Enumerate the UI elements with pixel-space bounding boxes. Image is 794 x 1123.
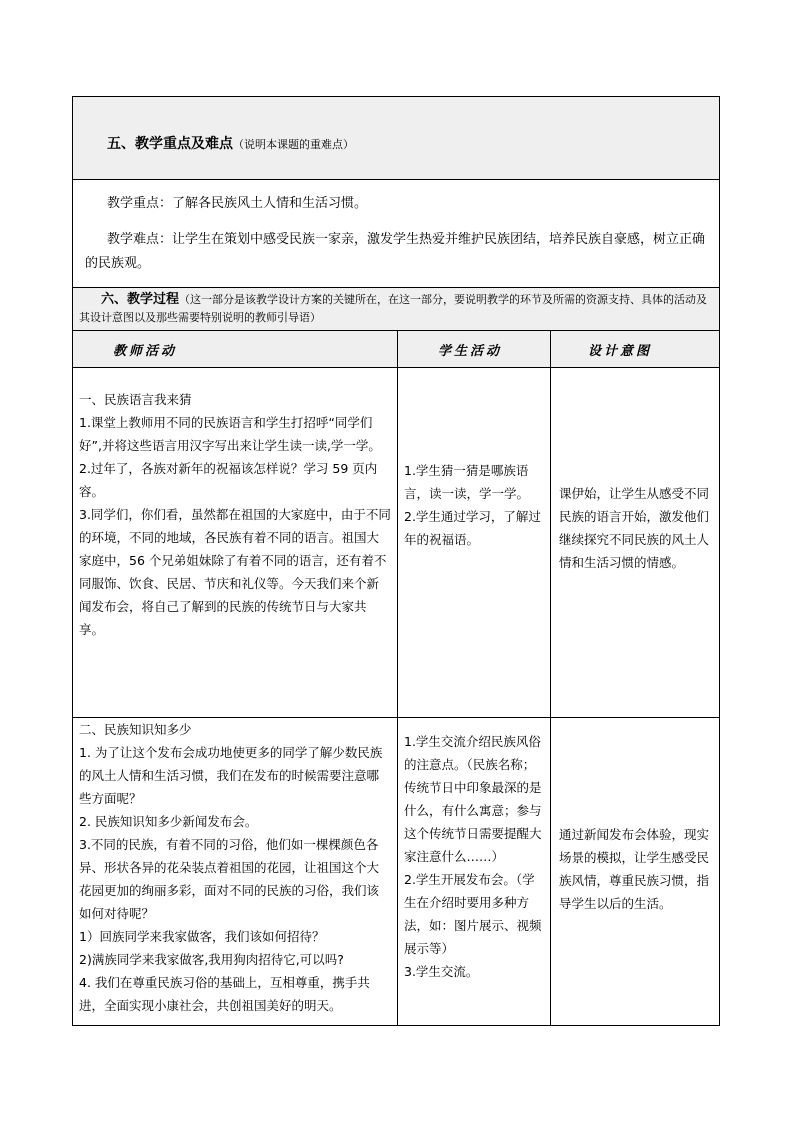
teacher-activity-item: 2)满族同学来我家做客,我用狗肉招待它,可以吗?	[79, 952, 344, 967]
teacher-activity-item: 1.课堂上教师用不同的民族语言和学生打招呼“同学们好”,并将这些语言用汉字写出来让学生读一读,学一学。	[79, 415, 381, 453]
student-activity-cell	[397, 718, 550, 1025]
student-activity-cell	[397, 368, 550, 717]
section-5-title	[107, 133, 354, 153]
student-activity-item: 1.学生猜一猜是哪族语言，读一读，学一学。	[404, 463, 530, 501]
teacher-activity-item: 4. 我们在尊重民族习俗的基础上，互相尊重，携手共进，全面实现小康社会，共创祖国美好的明天。	[79, 975, 370, 1013]
student-activity-item: 1.学生交流介绍民族风俗的注意点。（民族名称；传统节日中印象最深的是什么，有什么寓意；参与这个传统节日需要提醒大家注意什么……）	[404, 734, 542, 864]
student-activity-item: 3.学生交流。	[404, 964, 479, 979]
section-5-title-text: 五、教学重点及难点	[107, 136, 233, 152]
design-intent-cell	[550, 368, 720, 717]
header-design-intent: 设计意图	[588, 344, 653, 359]
teacher-activity-heading: 二、民族知识知多少	[79, 722, 192, 737]
student-activity-item: 2.学生通过学习，了解过年的祝福语。	[404, 509, 541, 547]
lesson-plan-table	[72, 96, 720, 1026]
section-6-title: 六、教学过程	[101, 292, 180, 307]
teacher-activity-cell	[73, 368, 397, 717]
teacher-activity-item: 1. 为了让这个发布会成功地使更多的同学了解少数民族的风土人情和生活习惯，我们在发布的时候需要注意哪些方面呢？	[79, 745, 383, 806]
teaching-difficulty: 教学难点：让学生在策划中感受民族一家亲，激发学生热爱并维护民族团结，培养民族自豪感，树立正确的民族观。	[85, 232, 706, 271]
teacher-activity-heading: 一、民族语言我来猜	[79, 392, 192, 407]
key-points-section	[72, 179, 720, 287]
teacher-activity-item: 2.过年了，各族对新年的祝福该怎样说？学习 59 页内容。	[79, 461, 378, 499]
teacher-activity-item: 2. 民族知识知多少新闻发布会。	[79, 814, 258, 829]
table-header-row	[72, 330, 720, 367]
table-row	[72, 367, 720, 717]
design-intent-cell	[550, 718, 720, 1025]
design-intent-text: 课伊始，让学生从感受不同民族的语言开始，激发他们继续探究不同民族的风土人情和生活习惯的情感。	[559, 486, 710, 570]
section-5-note: （说明本课题的重难点）	[233, 138, 354, 151]
student-activity-item: 2.学生开展发布会。（学生在介绍时要用多种方法，如：图片展示、视频展示等）	[404, 872, 542, 956]
header-student-activity: 学生活动	[438, 344, 503, 359]
teacher-activity-item: 1）回族同学来我家做客，我们该如何招待？	[79, 929, 325, 944]
design-intent-text: 通过新闻发布会体验，现实场景的模拟，让学生感受民族风情，尊重民族习惯，指导学生以后的生活。	[559, 827, 710, 911]
teacher-activity-cell	[73, 718, 397, 1025]
header-teacher-activity: 教师活动	[113, 344, 178, 359]
table-row	[72, 717, 720, 1026]
section-6-header	[72, 287, 720, 330]
section-5-header	[72, 96, 720, 179]
teaching-focus: 教学重点：了解各民族风土人情和生活习惯。	[107, 196, 368, 211]
teacher-activity-item: 3.同学们，你们看，虽然都在祖国的大家庭中，由于不同的环境，不同的地域，各民族有着不同的语言。祖国大家庭中，56 个兄弟姐妹除了有着不同的语言，还有着不同服饰、饮食、民居、节庆和礼仪等。今天我们来个新闻发布会，将自己了解到的民族的传统节日与大家共享。	[79, 507, 391, 637]
section-6-note: （这一部分是该教学设计方案的关键所在，在这一部分，要说明教学的环节及所需的资源支持、具体的活动及其设计意图以及那些需要特别说明的教师引导语）	[79, 293, 708, 324]
teacher-activity-item: 3.不同的民族，有着不同的习俗，他们如一棵棵颜色各异、形状各异的花朵装点着祖国的花园，让祖国这个大花园更加的绚丽多彩，面对不同的民族的习俗，我们该如何对待呢？	[79, 837, 380, 921]
